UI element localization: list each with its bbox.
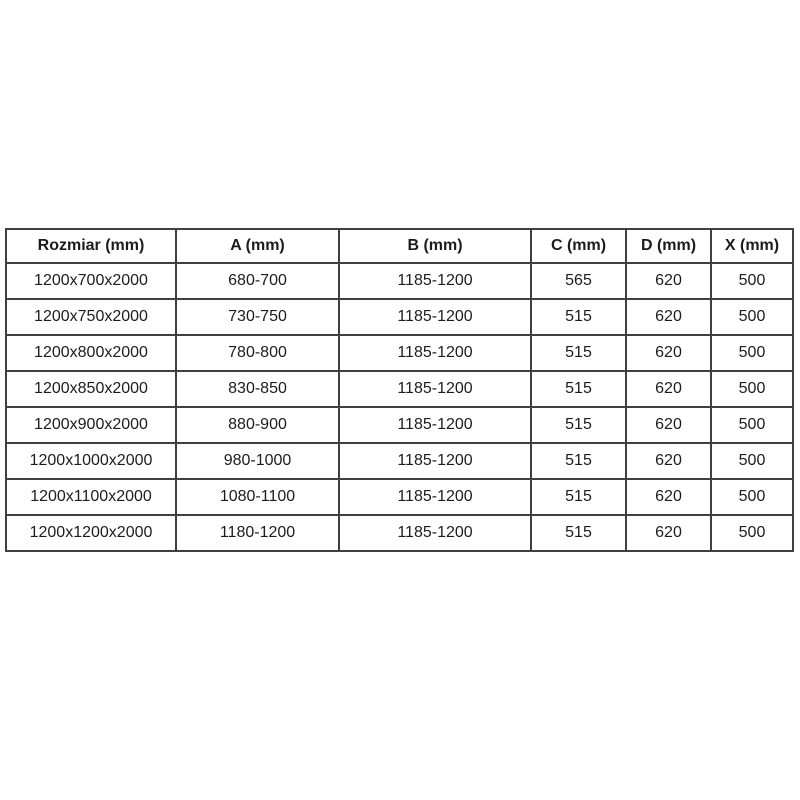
column-header-a: A (mm) (176, 229, 339, 263)
cell-x: 500 (711, 263, 793, 299)
cell-d: 620 (626, 263, 711, 299)
cell-a: 980-1000 (176, 443, 339, 479)
cell-c: 515 (531, 479, 626, 515)
column-header-c: C (mm) (531, 229, 626, 263)
cell-d: 620 (626, 479, 711, 515)
cell-x: 500 (711, 443, 793, 479)
cell-c: 515 (531, 407, 626, 443)
cell-b: 1185-1200 (339, 515, 531, 551)
cell-rozmiar: 1200x800x2000 (6, 335, 176, 371)
cell-x: 500 (711, 335, 793, 371)
column-header-b: B (mm) (339, 229, 531, 263)
cell-a: 1180-1200 (176, 515, 339, 551)
dimensions-table-container (5, 228, 794, 552)
table-row (6, 371, 793, 407)
cell-b: 1185-1200 (339, 407, 531, 443)
column-header-d: D (mm) (626, 229, 711, 263)
cell-c: 515 (531, 335, 626, 371)
table-row (6, 407, 793, 443)
cell-c: 515 (531, 443, 626, 479)
cell-x: 500 (711, 299, 793, 335)
cell-a: 730-750 (176, 299, 339, 335)
table-row (6, 263, 793, 299)
cell-a: 680-700 (176, 263, 339, 299)
cell-b: 1185-1200 (339, 479, 531, 515)
cell-x: 500 (711, 371, 793, 407)
cell-b: 1185-1200 (339, 299, 531, 335)
cell-d: 620 (626, 299, 711, 335)
cell-d: 620 (626, 335, 711, 371)
cell-a: 1080-1100 (176, 479, 339, 515)
cell-b: 1185-1200 (339, 371, 531, 407)
cell-rozmiar: 1200x1000x2000 (6, 443, 176, 479)
cell-a: 780-800 (176, 335, 339, 371)
cell-a: 880-900 (176, 407, 339, 443)
table-row (6, 299, 793, 335)
cell-rozmiar: 1200x750x2000 (6, 299, 176, 335)
cell-c: 515 (531, 299, 626, 335)
cell-d: 620 (626, 371, 711, 407)
cell-a: 830-850 (176, 371, 339, 407)
cell-rozmiar: 1200x850x2000 (6, 371, 176, 407)
dimensions-table (5, 228, 794, 552)
cell-b: 1185-1200 (339, 263, 531, 299)
table-row (6, 443, 793, 479)
cell-x: 500 (711, 407, 793, 443)
cell-x: 500 (711, 515, 793, 551)
table-row (6, 479, 793, 515)
cell-rozmiar: 1200x900x2000 (6, 407, 176, 443)
cell-b: 1185-1200 (339, 443, 531, 479)
cell-rozmiar: 1200x700x2000 (6, 263, 176, 299)
table-row (6, 335, 793, 371)
cell-d: 620 (626, 443, 711, 479)
cell-b: 1185-1200 (339, 335, 531, 371)
column-header-rozmiar: Rozmiar (mm) (6, 229, 176, 263)
cell-c: 515 (531, 371, 626, 407)
cell-d: 620 (626, 515, 711, 551)
cell-c: 565 (531, 263, 626, 299)
cell-c: 515 (531, 515, 626, 551)
column-header-x: X (mm) (711, 229, 793, 263)
table-header-row (6, 229, 793, 263)
cell-rozmiar: 1200x1100x2000 (6, 479, 176, 515)
cell-rozmiar: 1200x1200x2000 (6, 515, 176, 551)
table-row (6, 515, 793, 551)
cell-d: 620 (626, 407, 711, 443)
cell-x: 500 (711, 479, 793, 515)
